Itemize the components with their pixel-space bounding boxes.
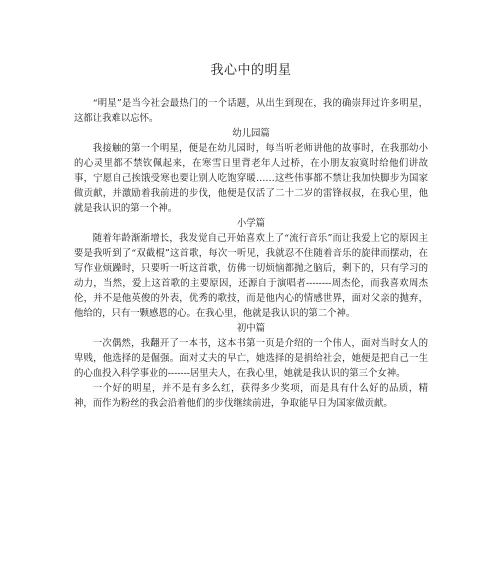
document-page — [74, 62, 428, 411]
intro-paragraph: “明星”是当今社会最热门的一个话题，从出生到现在，我的确崇拜过许多明星，这都让我难以忘怀。 — [74, 98, 428, 124]
section-heading: 小学篇 — [236, 218, 266, 229]
section-kindergarten — [74, 126, 428, 216]
document-title: 我心中的明星 — [210, 63, 292, 78]
section-paragraph: 一次偶然，我翻开了一本书，这本书第一页是介绍的一个伟人，面对当时女人的卑贱，他选择的是倔强。面对丈夫的早亡，她选择的是捐给社会，她便是把自己一生的心血投入科学事业的-------居里夫人，在我心里，她就是我认识的第三个女神。 — [74, 338, 428, 379]
section-primary-school — [74, 216, 428, 321]
section-paragraph: 我接触的第一个明星，便是在幼儿园时，每当听老师讲他的故事时，在我那幼小的心灵里都不禁钦佩起来，在寒雪日里背老年人过桥，在小朋友寂寞时给他们讲故事，宁愿自己挨饿受寒也要让别人吃饱穿暖……这些伟事都不禁让我加快脚步为国家做贡献，并激励着我前进的步伐，他便是仅活了二十二岁的雷锋叔叔，在我心里，他就是我认识的第一个神。 — [74, 143, 428, 214]
section-heading: 初中篇 — [236, 323, 266, 334]
closing-paragraph: 一个好的明星，并不是有多么红，获得多少奖项，而是具有什么好的品质，精神，而作为粉丝的我会沿着他们的步伐继续前进，争取能早日为国家做贡献。 — [74, 383, 428, 409]
section-heading: 幼儿园篇 — [232, 128, 270, 139]
section-paragraph: 随着年龄渐渐增长，我发觉自己开始喜欢上了“流行音乐”而让我爱上它的原因主要是我听到了“双截棍”这首歌，每次一听见，我就忍不住随着音乐的旋律而摆动，在写作业烦躁时，只要听一听这首歌，仿佛一切烦恼都抛之脑后，剩下的，只有学习的动力，当然，爱上这首歌的主要原因，还源自于演唱者--------周杰伦，而我喜欢周杰伦，并不是他英俊的外表，优秀的歌技，而是他内心的情感世界，面对父亲的抛弃，他给的，只有一颗感恩的心。在我心里，他就是我认识的第二个神。 — [74, 233, 428, 319]
section-middle-school — [74, 321, 428, 411]
